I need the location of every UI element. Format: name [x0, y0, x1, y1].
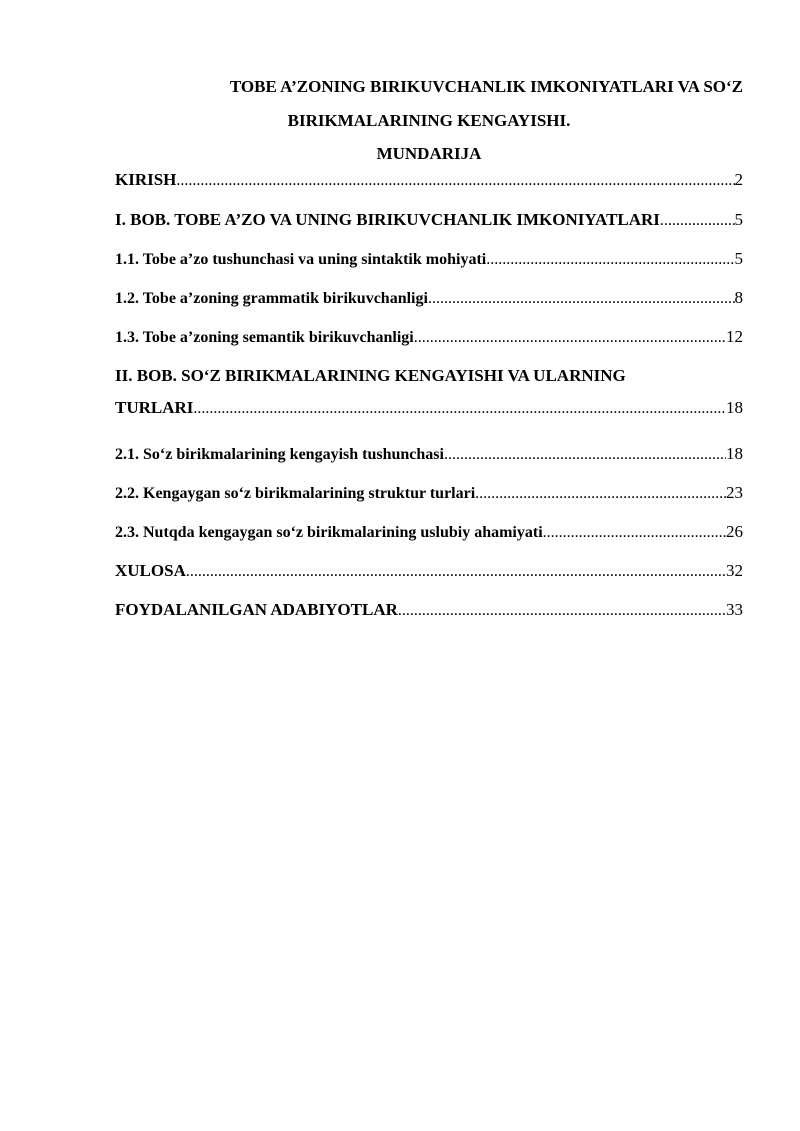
toc-leader-dots [543, 522, 726, 544]
toc-leader-dots [398, 600, 726, 622]
toc-page-number: 18 [726, 444, 743, 463]
toc-page-number: 8 [734, 288, 743, 307]
toc-entry-label-line-1: II. BOB. SO‘Z BIRIKMALARINING KENGAYISHI VA ULARNING [115, 366, 626, 385]
toc-entry-label: 1.3. Tobe a’zoning semantik birikuvchanligi [115, 329, 414, 346]
table-of-contents [115, 169, 743, 638]
toc-entry-label-line-2: TURLARI [115, 398, 194, 417]
toc-entry-line-2 [115, 397, 743, 437]
toc-entry-label: 1.2. Tobe a’zoning grammatik birikuvchanligi [115, 290, 428, 307]
toc-entry-chapter-2 [115, 365, 743, 443]
contents-heading: MUNDARIJA [376, 144, 482, 163]
toc-leader-dots [475, 483, 726, 505]
toc-entry-section-2-2 [115, 482, 743, 521]
toc-entry-references [115, 599, 743, 638]
toc-leader-dots [660, 210, 735, 232]
toc-entry-label: XULOSA [115, 561, 186, 580]
toc-entry-chapter-1 [115, 209, 743, 248]
toc-entry-label: 1.1. Tobe a’zo tushunchasi va uning sintaktik mohiyati [115, 251, 487, 268]
toc-leader-dots [414, 327, 726, 349]
toc-leader-dots [486, 249, 734, 271]
toc-page-number: 2 [734, 170, 743, 189]
toc-page-number: 23 [726, 483, 743, 502]
toc-leader-dots [176, 170, 734, 192]
toc-entry-label: FOYDALANILGAN ADABIYOTLAR [115, 600, 398, 619]
toc-page-number: 33 [726, 600, 743, 619]
toc-page-number: 32 [726, 561, 743, 580]
toc-entry-label: 2.3. Nutqda kengaygan so‘z birikmalarining uslubiy ahamiyati [115, 524, 543, 541]
toc-entry-label: I. BOB. TOBE A’ZO VA UNING BIRIKUVCHANLIK IMKONIYATLARI [115, 210, 660, 229]
toc-entry-section-1-3 [115, 326, 743, 365]
toc-entry-kirish [115, 169, 743, 209]
toc-entry-section-2-3 [115, 521, 743, 560]
toc-page-number: 5 [734, 210, 743, 229]
toc-leader-dots [193, 398, 726, 420]
toc-entry-label: 2.2. Kengaygan so‘z birikmalarining struktur turlari [115, 485, 476, 502]
document-page [115, 76, 743, 638]
toc-entry-section-1-1 [115, 248, 743, 287]
toc-page-number: 26 [726, 522, 743, 541]
toc-page-number: 12 [726, 327, 743, 346]
toc-entry-xulosa [115, 560, 743, 599]
toc-entry-section-2-1 [115, 443, 743, 482]
document-title-line-1: TOBE A’ZONING BIRIKUVCHANLIK IMKONIYATLARI VA SO‘Z [229, 77, 743, 96]
toc-entry-section-1-2 [115, 287, 743, 326]
toc-leader-dots [428, 288, 735, 310]
toc-leader-dots [186, 561, 726, 583]
toc-page-number: 18 [726, 398, 743, 417]
toc-page-number: 5 [734, 249, 743, 268]
toc-entry-label: 2.1. So‘z birikmalarining kengayish tushunchasi [115, 446, 444, 463]
toc-entry-label: KIRISH [115, 170, 177, 189]
toc-leader-dots [444, 444, 726, 466]
document-title-line-2: BIRIKMALARINING KENGAYISHI. [287, 111, 571, 130]
